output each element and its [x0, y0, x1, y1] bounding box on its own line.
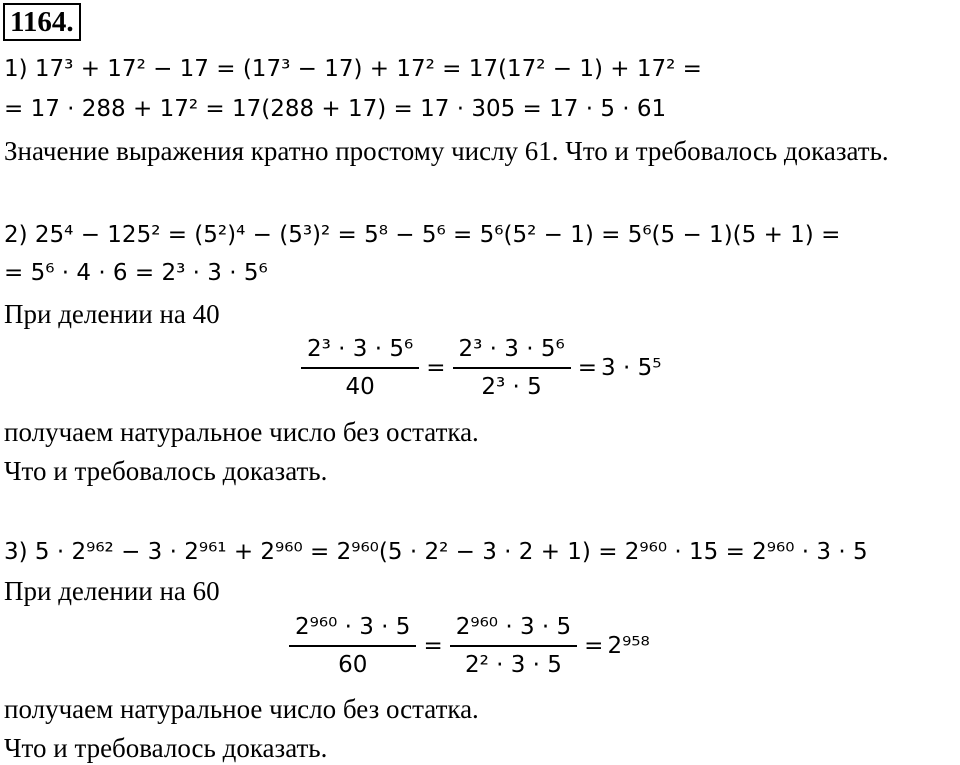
part3-conclusion: Что и требовалось доказать.: [4, 733, 328, 763]
part3-fraction1: [289, 612, 416, 680]
fraction-denominator: 2² · 3 · 5: [464, 652, 562, 678]
part2-fraction2: [453, 334, 571, 402]
fraction-numerator: 2⁹⁶⁰ · 3 · 5: [295, 614, 411, 640]
part2-fraction1: [301, 334, 419, 402]
fraction-denominator: 40: [345, 374, 375, 400]
fraction-numerator: 2³ · 3 · 5⁶: [307, 336, 414, 362]
fraction-numerator: 2⁹⁶⁰ · 3 · 5: [455, 614, 572, 640]
fraction-denominator: 2³ · 5: [481, 374, 542, 400]
part3-equation-line1: 3) 5 · 2⁹⁶² − 3 · 2⁹⁶¹ + 2⁹⁶⁰ = 2⁹⁶⁰(5 · 2² − 3 · 2 + 1) = 2⁹⁶⁰ · 15 = 2⁹⁶⁰ · 3 · 5: [4, 539, 868, 565]
part2-equation-line2: = 5⁶ · 4 · 6 = 2³ · 3 · 5⁶: [4, 260, 268, 286]
part1-equation-line1: 1) 17³ + 17² − 17 = (17³ − 17) + 17² = 17(17² − 1) + 17² =: [4, 56, 702, 82]
part1-equation-line2: = 17 · 288 + 17² = 17(288 + 17) = 17 · 305 = 17 · 5 · 61: [4, 96, 667, 122]
part2-equation-line1: 2) 25⁴ − 125² = (5²)⁴ − (5³)² = 5⁸ − 5⁶ = 5⁶(5² − 1) = 5⁶(5 − 1)(5 + 1) =: [4, 222, 841, 248]
part2-result-text: получаем натуральное число без остатка.: [4, 417, 479, 447]
equals-sign: =: [426, 355, 446, 381]
fraction-denominator: 60: [338, 652, 368, 678]
part1-conclusion: Значение выражения кратно простому числу 61. Что и требовалось доказать.: [4, 136, 889, 166]
part3-fraction2: [450, 612, 577, 680]
part3-fraction-equation: [286, 612, 650, 680]
equals-sign: =: [584, 633, 604, 659]
part2-result: 3 · 5⁵: [601, 355, 662, 381]
part3-result-text: получаем натуральное число без остатка.: [4, 694, 479, 724]
equals-sign: =: [423, 633, 443, 659]
part2-division-text: При делении на 40: [4, 299, 220, 329]
fraction-numerator: 2³ · 3 · 5⁶: [458, 336, 565, 362]
part3-division-text: При делении на 60: [4, 576, 220, 606]
problem-number: 1164.: [3, 3, 81, 41]
part2-conclusion: Что и требовалось доказать.: [4, 456, 328, 486]
part3-result: 2⁹⁵⁸: [607, 633, 650, 659]
part2-fraction-equation: [298, 334, 661, 402]
equals-sign: =: [577, 355, 597, 381]
